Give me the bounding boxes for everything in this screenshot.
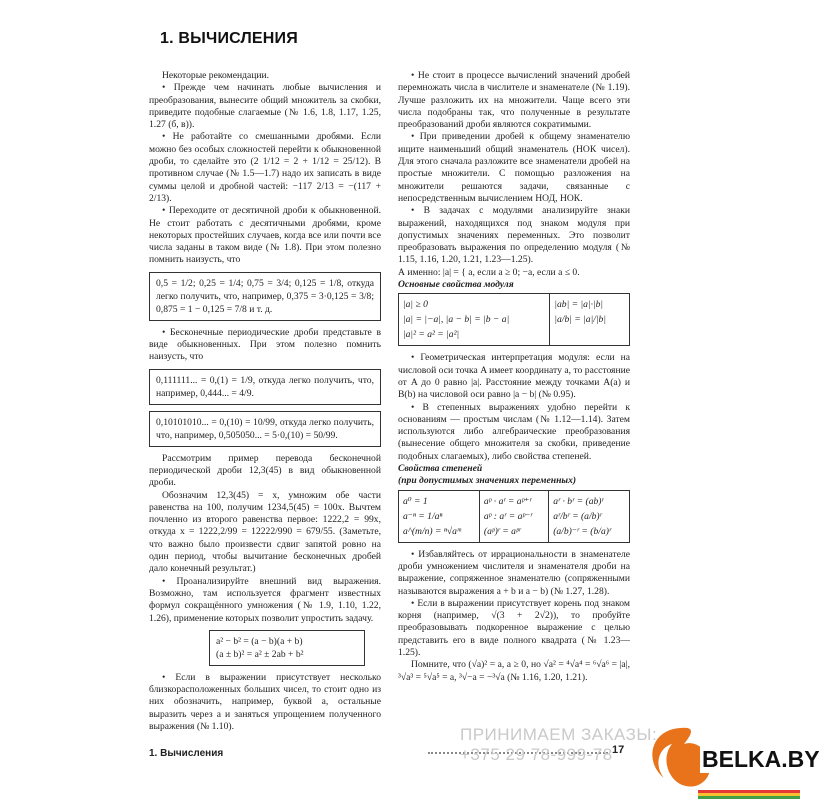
box-text: 0,111111... = 0,(1) = 1/9, откуда легко получить, что, например, 0,444... = 4/9. — [156, 374, 374, 399]
powers-properties-title: Свойства степеней — [398, 463, 483, 475]
formula: aᵖ : aʳ = aᵖ⁻ʳ — [483, 510, 533, 522]
paragraph: • В степенных выражениях удобно перейти к основаниям — простым числам (№ 1.12—1.14). Затем используются либо алгебраические преобразования (вынесение общего множителя за скобки, приведение подобных слагаемых), либо свойства степеней. — [398, 401, 630, 462]
modulus-right-cell — [550, 294, 630, 346]
modulus-definition: А именно: |a| = { a, если a ≥ 0; −a, если a ≤ 0. — [398, 266, 580, 278]
formula: aʳ · bʳ = (ab)ʳ — [553, 495, 604, 507]
paragraph: • В задачах с модулями анализируйте знаки выражений, находящихся под знаком модуля при допустимых значениях переменных. Это позволит преобразовать выражения по определению модуля (№ 1.15, 1.16, 1.20, 1.21, 1.23—1.25). — [398, 205, 630, 266]
brand-name: BELKA.BY — [702, 746, 820, 772]
formula: a⁻ⁿ = 1/aⁿ — [403, 510, 443, 522]
paragraph: • Если в выражении присутствует корень под знаком корня (например, √(3 + 2√2)), то пробуйте преобразовывать подкоренное выражение с целью представить его в виде полного квадрата (№ 1.23—1.25). — [398, 597, 630, 658]
formula: |a/b| = |a|/|b| — [554, 314, 606, 326]
formula: a^(m/n) = ⁿ√aᵐ — [403, 525, 461, 537]
paragraph: • При приведении дробей к общему знаменателю ищите наименьший общий знаменатель (НОК чисел). Для этого сначала разложите все знаменатели дробей на простые множители. С помощью разложения на множители решаются задачи, связанные с непосредственным вычислением НОД, НОК. — [398, 131, 630, 204]
decimal-fractions-box — [149, 272, 381, 321]
formula: aʳ/bʳ = (a/b)ʳ — [553, 510, 602, 522]
formula: |a|² = a² = |a²| — [403, 329, 460, 341]
periodic-fraction-box-2 — [149, 411, 381, 447]
box-text: 0,5 = 1/2; 0,25 = 1/4; 0,75 = 3/4; 0,125 = 1/8, откуда легко получить, что, например, 0,375 = 3·0,125 = 3/8; 0,875 = 1 − 0,125 = 7/8 и т. д. — [156, 277, 374, 315]
powers-cell-2 — [479, 490, 548, 542]
paragraph: • Прежде чем начинать любые вычисления и преобразования, вынесите общий множитель за скобки, приведите подобные слагаемые (№ 1.6, 1.8, 1.17, 1.25, 1.27 (б, в)). — [149, 82, 381, 131]
formula: aᵖ · aʳ = aᵖ⁺ʳ — [483, 495, 532, 507]
paragraph: Помните, что (√a)² = a, a ≥ 0, но √a² = ⁴√a⁴ = ⁶√a⁶ = |a|, ³√a³ = ⁵√a⁵ = a, ³√−a = −³√a (№ 1.16, 1.20, 1.21). — [398, 659, 630, 683]
right-column — [398, 70, 630, 684]
powers-properties-subtitle: (при допустимых значениях переменных) — [398, 475, 577, 487]
formula: a⁰ = 1 — [403, 495, 428, 507]
paragraph: Некоторые рекомендации. — [162, 70, 270, 81]
formula: a² − b² = (a − b)(a + b) — [216, 635, 303, 647]
formula: (a ± b)² = a² ± 2ab + b² — [216, 648, 304, 660]
paragraph: • Избавляйтесь от иррациональности в знаменателе дроби умножением числителя и знаменателя дроби на выражение, сопряженное знаменателю (сопряженными называются выражения a + b и a − b) (№ 1.27, 1.28). — [398, 548, 630, 597]
paragraph: Рассмотрим пример перевода бесконечной периодической дроби 12,3(45) в вид обыкновенной дроби. — [149, 452, 381, 489]
formula: (aᵖ)ʳ = aᵖʳ — [483, 525, 521, 537]
watermark-line: ПРИНИМАЕМ ЗАКАЗЫ: — [460, 725, 658, 744]
powers-cell-1 — [399, 490, 480, 542]
running-footer: 1. Вычисления — [149, 748, 224, 759]
paragraph: Обозначим 12,3(45) = x, умножим обе части равенства на 100, получим 1234,5(45) = 100x. Вычтем почленно из второго равенства первое: 1222,2 = 99x, откуда x = 1222,2/99 = 12222/990 = 679/55. (Заметьте, что важно было произвести сдвиг запятой ровно на один период, чтобы вычитание бесконечных дробей дало конечный результат.) — [149, 489, 381, 575]
paragraph: • Переходите от десятичной дроби к обыкновенной. Не стоит работать с десятичными дробями, кроме некоторых простейших случаев, когда все или почти все числа заданы в таком виде (№ 1.8). При этом полезно помнить наизусть, что — [149, 205, 381, 266]
modulus-properties-table — [398, 293, 630, 346]
powers-properties-table — [398, 490, 630, 543]
paragraph: • Геометрическая интерпретация модуля: если на числовой оси точка A имеет координату a, то расстояние от A до 0 равно |a|. Расстояние между точками A(a) и B(b) на числовой оси равно |a − b| (№ 0.95). — [398, 352, 630, 401]
paragraph: • Если в выражении присутствует несколько близкорасположенных больших чисел, то стоит одно из них обозначить, например, буквой a, остальные выразить через a и заняться упрощением полученного выражения (№ 1.10). — [149, 671, 381, 732]
formula: (a/b)⁻ʳ = (b/a)ʳ — [553, 525, 612, 537]
formula: |a| ≥ 0 — [403, 299, 428, 311]
page-number: 17 — [612, 744, 625, 756]
watermark-text — [460, 725, 657, 765]
paragraph: • Не стоит в процессе вычислений значений дробей перемножать числа в числителе и знаменателе (№ 1.19). Лучше разложить их на множители. Чаще всего эти числа подобраны так, что полученные в результате преобразований дроби являются сократимыми. — [398, 70, 630, 131]
formula: |ab| = |a|·|b| — [554, 299, 604, 311]
periodic-fraction-box-1 — [149, 369, 381, 405]
left-column — [149, 70, 381, 733]
watermark-logo — [640, 718, 820, 800]
watermark-phone: +375 29 78-999-78 — [460, 745, 613, 764]
chapter-heading: 1. ВЫЧИСЛЕНИЯ — [160, 30, 298, 47]
paragraph: • Бесконечные периодические дроби представьте в виде обыкновенных. При этом полезно помнить наизусть, что — [149, 326, 381, 363]
modulus-left-cell — [399, 294, 550, 346]
modulus-properties-title: Основные свойства модуля — [398, 279, 514, 291]
paragraph: • Не работайте со смешанными дробями. Если можно без особых сложностей перейти к обыкновенной дроби, то сделайте это (2 1/12 = 2 + 1/12 = 25/12). В противном случае (№ 1.5—1.7) надо их записать в виде суммы целой и дробной частей: −117 2/13 = −(117 + 2/13). — [149, 131, 381, 204]
box-text: 0,10101010... = 0,(10) = 10/99, откуда легко получить, что, например, 0,505050... = 5·0,(10) = 50/99. — [156, 416, 374, 441]
formula: |a| = |−a|, |a − b| = |b − a| — [403, 314, 510, 326]
formulas-box — [209, 630, 365, 666]
powers-cell-3 — [549, 490, 630, 542]
paragraph: • Проанализируйте внешний вид выражения. Возможно, там используется фрагмент известных формул сокращённого умножения (№ 1.9, 1.10, 1.22, 1.26), применение которых позволит упростить задачу. — [149, 575, 381, 624]
